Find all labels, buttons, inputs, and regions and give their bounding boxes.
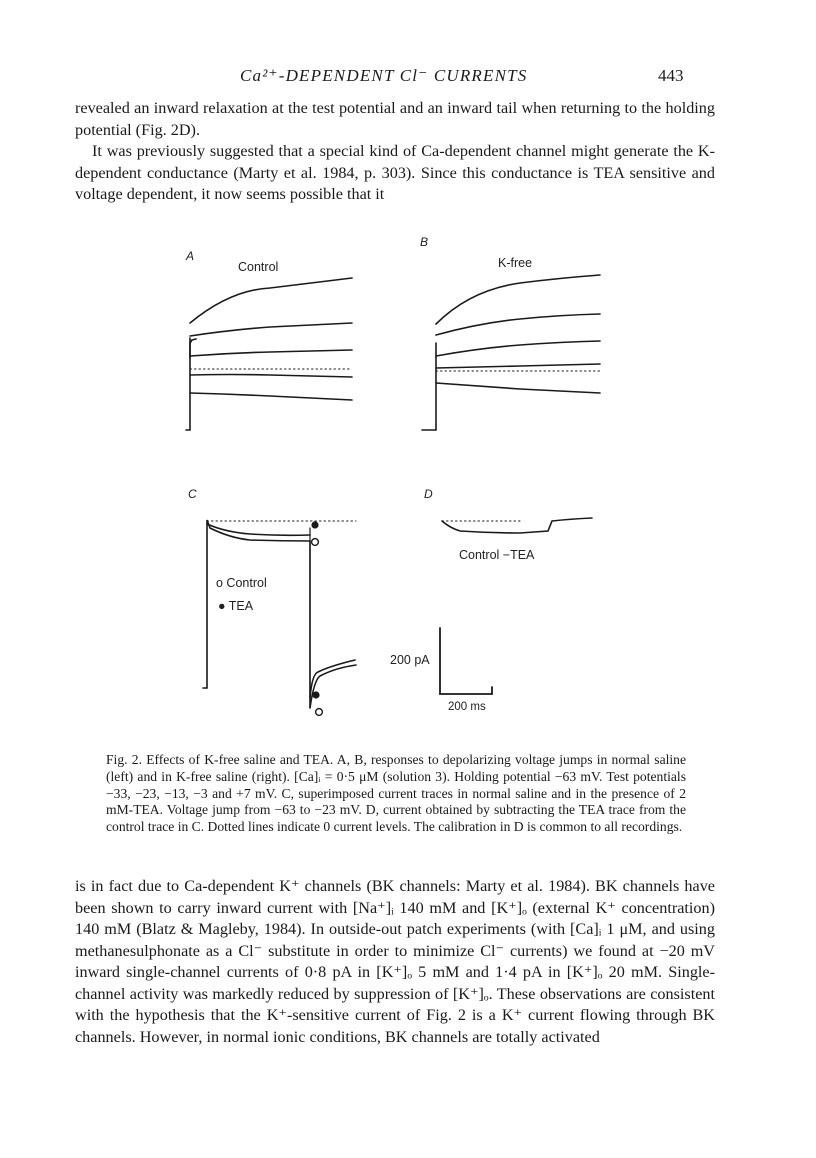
panel-a-label: Control <box>238 260 279 274</box>
panel-b-traces <box>422 275 600 430</box>
page-number: 443 <box>658 66 684 85</box>
panel-b-letter: B <box>420 235 429 249</box>
legend-control: o Control <box>216 576 267 590</box>
scale-time-label: 200 ms <box>448 701 486 713</box>
paragraph-2: It was previously suggested that a special kind of Ca-dependent channel might generate the K-dependent conductance (Marty et al. 1984, p. 303). Since this conductance is TEA sensitive and voltage dependent, it now seems possible that it <box>75 142 715 203</box>
trace-b-2 <box>436 314 600 335</box>
control-marker-top <box>312 539 319 546</box>
panel-c-traces <box>203 520 356 708</box>
trace-a-2 <box>190 323 352 336</box>
panel-d-letter: D <box>424 487 433 501</box>
trace-a-3 <box>190 350 352 356</box>
panel-d-trace <box>442 518 592 533</box>
trace-b-4 <box>436 364 600 368</box>
panel-d-label: Control −TEA <box>459 548 535 562</box>
control-marker-tail <box>316 709 323 716</box>
legend-tea: ● TEA <box>218 599 254 613</box>
trace-a-1 <box>190 278 352 323</box>
figure-traces <box>170 228 640 748</box>
panel-a-letter: A <box>186 249 195 263</box>
trace-b-3 <box>436 341 600 356</box>
trace-a-4 <box>190 375 352 378</box>
tea-marker-tail <box>312 691 319 698</box>
scale-bar <box>440 628 492 694</box>
trace-b-1 <box>436 275 600 324</box>
scale-current-label: 200 pA <box>390 653 430 667</box>
body-text-top <box>75 98 715 206</box>
paragraph-1: revealed an inward relaxation at the test potential and an inward tail when returning to the holding potential (Fig. 2D). <box>75 99 715 139</box>
figure-2 <box>170 228 640 748</box>
panel-a-traces <box>186 278 352 430</box>
running-title: Ca²⁺-DEPENDENT Cl⁻ CURRENTS <box>240 66 528 85</box>
body-text-bottom <box>75 876 715 1048</box>
tea-marker-top <box>311 521 318 528</box>
trace-b-5 <box>436 383 600 393</box>
panel-c-letter: C <box>188 487 197 501</box>
paragraph-3: is in fact due to Ca-dependent K⁺ channels (BK channels: Marty et al. 1984). BK channels have been shown to carry inward current with [Na⁺]ᵢ 140 mM and [K⁺]ₒ (external K⁺ concentration) 140 mM (Blatz & Magleby, 1984). In outside-out patch experiments (with [Ca]ᵢ 1 μM, and using methanesulphonate as a Cl⁻ substitute in order to minimize Cl⁻ currents) we found at −20 mV inward single-channel currents of 0·8 pA in [K⁺]ₒ 5 mM and 1·4 pA in [K⁺]ₒ 20 mM. Single-channel activity was markedly reduced by suppression of [K⁺]ₒ. These observations are consistent with the hypothesis that the K⁺-sensitive current of Fig. 2 is a K⁺ current flowing through BK channels. However, in normal ionic conditions, BK channels are totally activated <box>75 877 715 1046</box>
figure-caption: Fig. 2. Effects of K-free saline and TEA. A, B, responses to depolarizing voltage jumps in normal saline (left) and in K-free saline (right). [Ca]ᵢ = 0·5 μM (solution 3). Holding potential −63 mV. Test potentials −33, −23, −13, −3 and +7 mV. C, superimposed current traces in normal saline and in the presence of 2 mM-TEA. Voltage jump from −63 to −23 mV. D, current obtained by subtracting the TEA trace from the control trace in C. Dotted lines indicate 0 current levels. The calibration in D is common to all recordings. <box>106 752 686 835</box>
trace-a-5 <box>190 393 352 400</box>
panel-b-label: K-free <box>498 256 533 270</box>
running-head <box>0 66 816 90</box>
